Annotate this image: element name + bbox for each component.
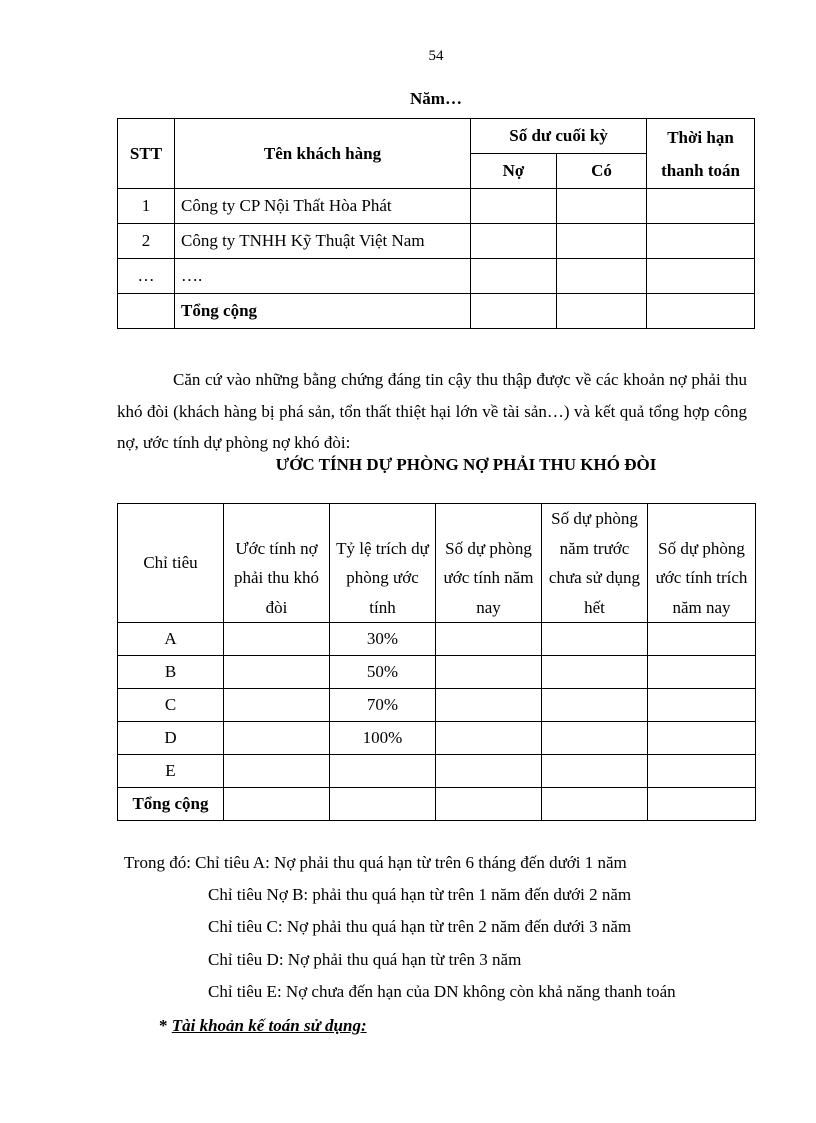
cell-rate: 70% [330, 689, 436, 722]
header-payment-term [647, 119, 755, 189]
body-paragraph: Căn cứ vào những bằng chứng đáng tin cậy thu thập được về các khoản nợ phải thu khó đòi (khách hàng bị phá sản, tổn thất thiệt hại lớn về tài sản…) và kết quả tổng hợp công nợ, ước tính dự phòng nợ khó đòi: [117, 370, 747, 452]
cell-rate: 30% [330, 623, 436, 656]
header-stt: STT [118, 119, 175, 189]
header-ending-balance: Số dư cuối kỳ [471, 119, 647, 154]
table-row [118, 722, 756, 755]
cell-payment-term [647, 189, 755, 224]
total-row [118, 788, 756, 821]
cell-payment-term [647, 224, 755, 259]
header-provision-rate: Tỷ lệ trích dự phòng ước tính [330, 504, 436, 623]
cell-customer-name: …. [175, 259, 471, 294]
cell-debit [471, 189, 557, 224]
table-row [118, 224, 755, 259]
total-label: Tổng cộng [118, 788, 224, 821]
cell-stt [118, 294, 175, 329]
cell-criteria: D [118, 722, 224, 755]
header-criteria: Chỉ tiêu [118, 504, 224, 623]
table-row [118, 755, 756, 788]
header-customer-name: Tên khách hàng [175, 119, 471, 189]
bad-debt-estimate-table [117, 503, 756, 821]
accounts-heading [159, 1016, 367, 1036]
cell-credit [557, 259, 647, 294]
year-title: Năm… [410, 89, 462, 108]
estimate-title: ƯỚC TÍNH DỰ PHÒNG NỢ PHẢI THU KHÓ ĐÒI [275, 455, 657, 474]
cell-stt: 1 [118, 189, 175, 224]
note-criteria-e: Chỉ tiêu E: Nợ chưa đến hạn của DN không còn khả năng thanh toán [208, 982, 676, 1001]
header-debit: Nợ [471, 154, 557, 189]
cell-credit [557, 189, 647, 224]
header-provision-this-year: Số dự phòng ước tính năm nay [436, 504, 542, 623]
table-row [118, 259, 755, 294]
cell-credit [557, 294, 647, 329]
cell-stt: … [118, 259, 175, 294]
cell-criteria: A [118, 623, 224, 656]
cell-debit [471, 259, 557, 294]
cell-debit [471, 294, 557, 329]
note-criteria-c: Chỉ tiêu C: Nợ phải thu quá hạn từ trên 2 năm đến dưới 3 năm [208, 917, 632, 936]
note-criteria-a: Trong đó: Chỉ tiêu A: Nợ phải thu quá hạn từ trên 6 tháng đến dưới 1 năm [124, 853, 627, 872]
header-provision-to-record: Số dự phòng ước tính trích năm nay [648, 504, 756, 623]
cell-customer-name: Công ty TNHH Kỹ Thuật Việt Nam [175, 224, 471, 259]
table-row [118, 623, 756, 656]
cell-criteria: C [118, 689, 224, 722]
cell-customer-name: Công ty CP Nội Thất Hòa Phát [175, 189, 471, 224]
header-payment-term-line2: thanh toán [661, 160, 740, 180]
header-payment-term-line1: Thời hạn [667, 127, 734, 147]
total-row [118, 294, 755, 329]
customer-balance-table [117, 118, 755, 329]
note-criteria-b: Chỉ tiêu Nợ B: phải thu quá hạn từ trên 1 năm đến dưới 2 năm [208, 885, 632, 904]
cell-criteria: B [118, 656, 224, 689]
cell-stt: 2 [118, 224, 175, 259]
accounts-bullet: * [159, 1016, 168, 1035]
table-row [118, 656, 756, 689]
page-number: 54 [428, 48, 444, 64]
header-unused-last-year: Số dự phòng năm trước chưa sử dụng hết [542, 504, 648, 623]
cell-rate: 100% [330, 722, 436, 755]
cell-criteria: E [118, 755, 224, 788]
cell-payment-term [647, 294, 755, 329]
cell-rate [330, 755, 436, 788]
cell-rate: 50% [330, 656, 436, 689]
total-label: Tổng cộng [175, 294, 471, 329]
note-criteria-d: Chỉ tiêu D: Nợ phải thu quá hạn từ trên 3 năm [208, 950, 522, 969]
cell-debit [471, 224, 557, 259]
header-credit: Có [557, 154, 647, 189]
cell-credit [557, 224, 647, 259]
cell-payment-term [647, 259, 755, 294]
header-estimated-bad-debt: Ước tính nợ phải thu khó đòi [224, 504, 330, 623]
table-row [118, 189, 755, 224]
accounts-label: Tài khoản kế toán sử dụng: [171, 1016, 367, 1035]
table-row [118, 689, 756, 722]
